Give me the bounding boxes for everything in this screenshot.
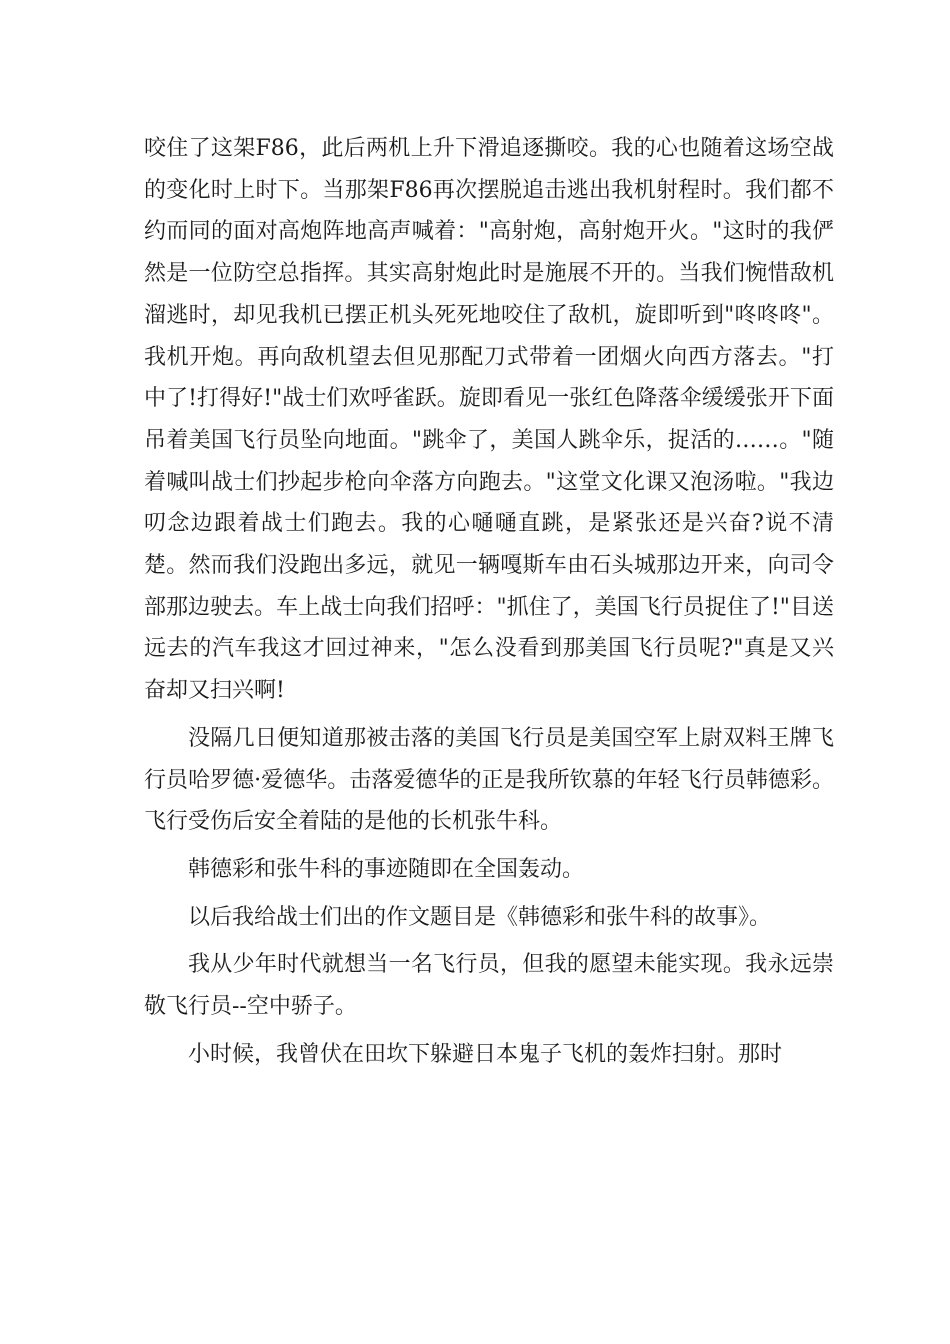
paragraph: 我从少年时代就想当一名飞行员，但我的愿望未能实现。我永远崇敬飞行员--空中骄子。 <box>144 952 834 1020</box>
paragraph-continued: 咬住了这架F86，此后两机上升下滑追逐撕咬。我的心也随着这场空战的变化时上时下。当那架F86再次摆脱追击逃出我机射程时。我们都不约而同的面对高炮阵地高声喊着："高射炮，高射炮开火。"这时的我俨然是一位防空总指挥。其实高射炮此时是施展不开的。当我们惋惜敌机溜逃时，却见我机已摆正机头死死地咬住了敌机，旋即听到"咚咚咚"。我机开炮。再向敌机望去但见那配刀式带着一团烟火向西方落去。"打中了!打得好!"战士们欢呼雀跃。旋即看见一张红色降落伞缓缓张开下面吊着美国飞行员坠向地面。"跳伞了，美国人跳伞乐，捉活的……。"随着喊叫战士们抄起步枪向伞落方向跑去。"这堂文化课又泡汤啦。"我边叨念边跟着战士们跑去。我的心嗵嗵直跳，是紧张还是兴奋?说不清楚。然而我们没跑出多远，就见一辆嘎斯车由石头城那边开来，向司令部那边驶去。车上战士向我们招呼："抓住了，美国飞行员捉住了!"目送远去的汽车我这才回过神来，"怎么没看到那美国飞行员呢?"真是又兴奋却又扫兴啊! <box>144 136 834 704</box>
paragraph: 没隔几日便知道那被击落的美国飞行员是美国空军上尉双料王牌飞行员哈罗德·爱德华。击落爱德华的正是我所钦慕的年轻飞行员韩德彩。飞行受伤后安全着陆的是他的长机张牛科。 <box>144 725 834 835</box>
paragraph: 韩德彩和张牛科的事迹随即在全国轰动。 <box>188 856 585 882</box>
paragraph: 小时候，我曾伏在田坎下躲避日本鬼子飞机的轰炸扫射。那时 <box>188 1041 783 1067</box>
body-text <box>144 128 834 1081</box>
paragraph: 以后我给战士们出的作文题目是《韩德彩和张牛科的故事》。 <box>188 904 772 930</box>
